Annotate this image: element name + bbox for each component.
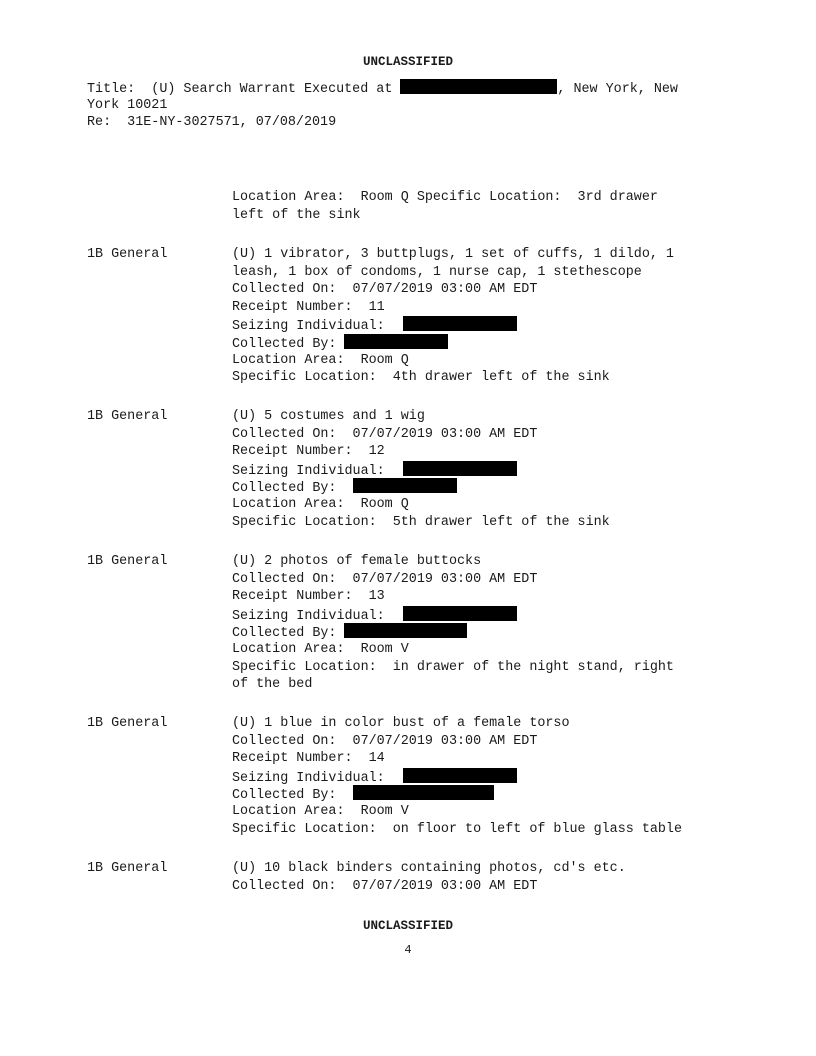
classification-banner-top: UNCLASSIFIED [362,55,453,69]
collected-by-row [232,623,732,641]
collected-by-row [232,334,732,352]
title-line [87,79,737,97]
description-line: leash, 1 box of condoms, 1 nurse cap, 1 stethescope [232,264,642,280]
redaction-block [403,316,517,331]
seizing-individual-row [232,461,732,479]
entry-category: 1B General [87,409,168,424]
collected-on: Collected On: 07/07/2019 03:00 AM EDT [232,878,538,894]
document-header [87,79,737,132]
redaction-block [403,768,517,783]
evidence-entry [232,246,732,387]
receipt-number: Receipt Number: 11 [232,299,385,315]
collected-on: Collected On: 07/07/2019 03:00 AM EDT [232,571,538,587]
entry-category: 1B General [87,247,168,262]
specific-location: Specific Location: on floor to left of blue glass table [232,821,682,837]
collected-by-label: Collected By: [232,626,337,642]
collected-by-row [232,785,732,803]
collected-by-row [232,478,732,496]
collected-on: Collected On: 07/07/2019 03:00 AM EDT [232,282,538,298]
seizing-individual-row [232,606,732,624]
receipt-number: Receipt Number: 14 [232,751,385,767]
entry-category: 1B General [87,716,168,731]
description-line: (U) 2 photos of female buttocks [232,554,482,569]
description-line: (U) 1 vibrator, 3 buttplugs, 1 set of cuffs, 1 dildo, 1 [232,247,674,262]
description-line: (U) 5 costumes and 1 wig [232,409,425,424]
seizing-individual-label: Seizing Individual: [232,463,385,479]
evidence-entry [232,860,732,895]
description-line: (U) 10 black binders containing photos, cd's etc. [232,861,626,876]
evidence-entry [232,553,732,694]
seizing-individual-label: Seizing Individual: [232,770,385,786]
seizing-individual-label: Seizing Individual: [232,319,385,335]
seizing-individual-row [232,316,732,334]
continuation-block [232,189,732,224]
title-prefix: Title: (U) Search Warrant Executed at [87,82,401,97]
evidence-entry [232,408,732,531]
receipt-number: Receipt Number: 13 [232,589,385,605]
description-line: (U) 1 blue in color bust of a female torso [232,716,570,731]
specific-location: Specific Location: 5th drawer left of the sink [232,514,610,530]
specific-location-continued: of the bed [232,677,313,693]
seizing-individual-row [232,768,732,786]
seizing-individual-label: Seizing Individual: [232,608,385,624]
receipt-number: Receipt Number: 12 [232,444,385,460]
location-area: Location Area: Room Q [232,496,409,512]
collected-on: Collected On: 07/07/2019 03:00 AM EDT [232,426,538,442]
continuation-line-2: left of the sink [232,207,361,223]
collected-by-label: Collected By: [232,788,337,804]
location-area: Location Area: Room Q [232,352,409,368]
collected-by-label: Collected By: [232,481,337,497]
redaction-block [353,478,457,493]
specific-location: Specific Location: in drawer of the night stand, right [232,659,674,675]
page-number: 4 [404,943,412,957]
title-suffix: , New York, New [557,82,678,97]
location-area: Location Area: Room V [232,803,409,819]
title-line-2: York 10021 [87,97,168,113]
re-line: Re: 31E-NY-3027571, 07/08/2019 [87,115,337,131]
redaction-block [400,79,557,94]
collected-on: Collected On: 07/07/2019 03:00 AM EDT [232,733,538,749]
redaction-block [403,461,517,476]
redaction-block [403,606,517,621]
evidence-entry [232,715,732,838]
location-area: Location Area: Room V [232,641,409,657]
entry-category: 1B General [87,861,168,876]
entry-category: 1B General [87,554,168,569]
redaction-block [344,623,467,638]
classification-banner-bottom: UNCLASSIFIED [362,919,453,933]
collected-by-label: Collected By: [232,336,337,352]
specific-location: Specific Location: 4th drawer left of the sink [232,370,610,386]
continuation-line-1: Location Area: Room Q Specific Location: 3rd drawer [232,190,658,205]
redaction-block [344,334,448,349]
redaction-block [353,785,494,800]
